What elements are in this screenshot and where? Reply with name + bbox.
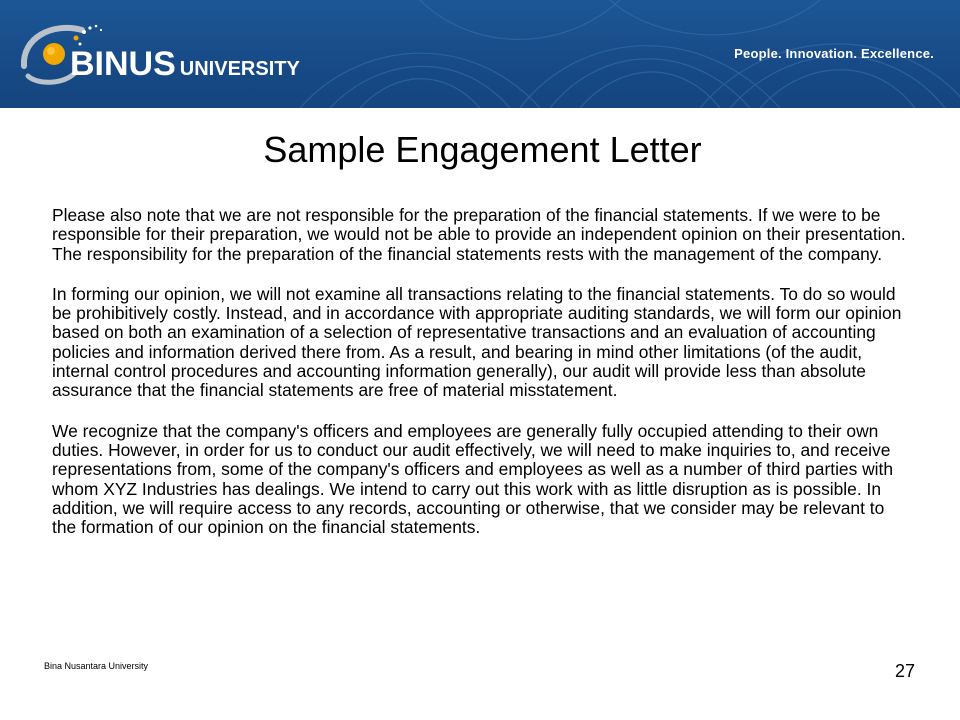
logo-suffix: UNIVERSITY	[179, 58, 300, 80]
header-bar	[0, 0, 960, 108]
paragraph-1: Please also note that we are not responsible for the preparation of the financial statements. If we were to be responsible for their preparation, we would not be able to provide an independent opinion on their presentation. The responsibility for the preparation of the financial statements rests with the management of the company.	[52, 205, 906, 264]
tagline: People. Innovation. Excellence.	[734, 46, 934, 61]
paragraph-2: In forming our opinion, we will not examine all transactions relating to the financial statements. To do so would be prohibitively costly. Instead, and in accordance with appropriate auditing standards, we will form our opinion based on both an examination of a selection of representative transactions and an evaluation of accounting policies and information derived there from. As a result, and bearing in mind other limitations (of the audit, internal control procedures and accounting information generally), our audit will provide less than absolute assurance that the financial statements are free of material misstatement.	[52, 283, 902, 401]
logo-text: BINUS	[70, 45, 176, 83]
paragraph-3: We recognize that the company's officers and employees are generally fully occupied attending to their own duties. However, in order for us to conduct our audit effectively, we will need to make inquiries to, and receive representations from, some of the company's officers and employees as well as a number of third parties with whom XYZ Industries has dealings. We intend to carry out this work with as little disruption as is possible. In addition, we will require access to any records, accounting or otherwise, that we consider may be relevant to the formation of our opinion on the financial statements.	[52, 420, 894, 538]
page-number: 27	[895, 661, 916, 681]
slide-title: Sample Engagement Letter	[263, 129, 702, 170]
footer-institution: Bina Nusantara University	[44, 661, 149, 671]
logo-wordmark	[70, 45, 300, 84]
body-text	[52, 206, 912, 558]
